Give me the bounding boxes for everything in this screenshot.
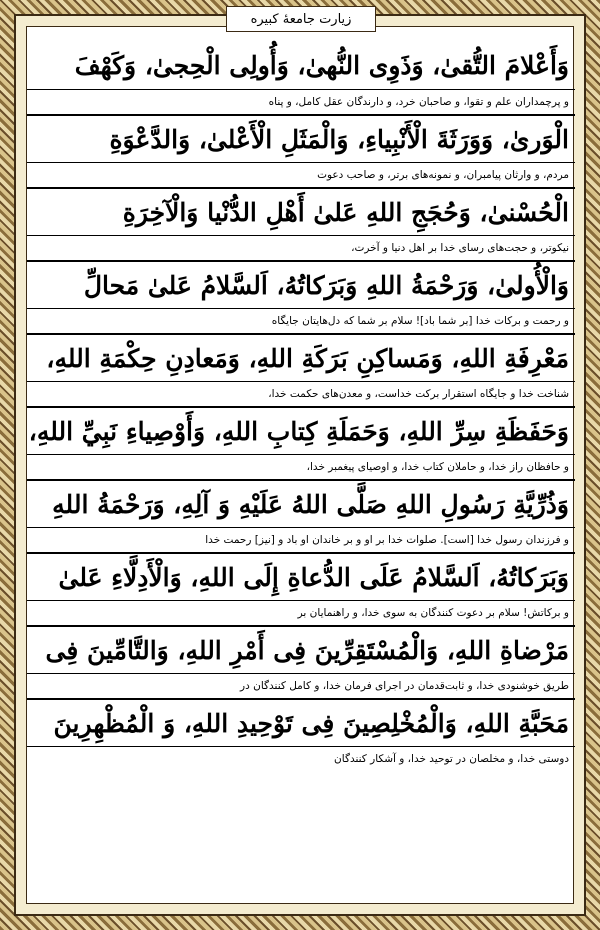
arabic-line-7: وَذُرِّيَّةِ رَسُولِ اللهِ صَلَّى اللهُ عَلَيْهِ وَ آلِهِ، وَرَحْمَةُ اللهِ [27, 479, 575, 527]
arabic-line-4: وَالْأُولىٰ، وَرَحْمَةُ اللهِ وَبَرَكاتُهُ، اَلسَّلامُ عَلىٰ مَحالِّ [27, 260, 575, 308]
persian-line-3: نیکوتر، و حجت‌های رسای خدا بر اهل دنیا و آخرت، [27, 235, 575, 260]
arabic-line-2: الْوَرىٰ، وَوَرَثَةَ الْأَنْبِياءِ، وَالْمَثَلِ الْأَعْلىٰ، وَالدَّعْوَةِ [27, 114, 575, 162]
arabic-line-10: مَحَبَّةِ اللهِ، وَالْمُخْلِصِينَ فِى تَوْحِيدِ اللهِ، وَ الْمُظْهِرِينَ [27, 698, 575, 746]
persian-line-10: دوستی خدا، و مخلصان در توحید خدا، و آشکار کنندگان [27, 746, 575, 771]
text-page [26, 26, 574, 904]
arabic-line-8: وَبَرَكاتُهُ، اَلسَّلامُ عَلَى الدُّعاةِ إِلَى اللهِ، وَالْأَدِلَّاءِ عَلىٰ [27, 552, 575, 600]
persian-line-6: و حافظان راز خدا، و حاملان کتاب خدا، و اوصیای پیغمبر خدا، [27, 454, 575, 479]
persian-line-5: شناخت خدا و جایگاه استقرار برکت خداست، و معدن‌های حکمت خدا، [27, 381, 575, 406]
page-title: زیارت جامعهٔ کبیره [226, 6, 376, 32]
arabic-line-1: وَأَعْلامَ التُّقىٰ، وَذَوِی النُّهىٰ، وَأُولِی الْحِجىٰ، وَكَهْفَ [74, 50, 569, 80]
persian-line-4: و رحمت و برکات خدا [بر شما باد]! سلام بر شما که دل‌هایتان جایگاه [27, 308, 575, 333]
persian-line-7: و فرزندان رسول خدا [است]. صلوات خدا بر او و بر خاندان او باد و [نیز] رحمت خدا [27, 527, 575, 552]
arabic-line-3: الْحُسْنىٰ، وَحُجَجِ اللهِ عَلىٰ أَهْلِ الدُّنْيا وَالْآخِرَةِ [27, 187, 575, 235]
persian-line-9: طریق خوشنودی خدا، و ثابت‌قدمان در اجرای فرمان خدا، و کامل کنندگان در [27, 673, 575, 698]
persian-line-1: و پرچمداران علم و تقوا، و صاحبان خرد، و دارندگان عقل کامل، و پناه [27, 89, 575, 114]
arabic-line-6: وَحَفَظَةِ سِرِّ اللهِ، وَحَمَلَةِ كِتابِ اللهِ، وَأَوْصِياءِ نَبِيِّ اللهِ، [27, 406, 575, 454]
persian-line-8: و برکاتش! سلام بر دعوت کنندگان به سوی خدا، و راهنمایان بر [27, 600, 575, 625]
persian-line-2: مردم، و وارثان پیامبران، و نمونه‌های برتر، و صاحب دعوت [27, 162, 575, 187]
arabic-line-5: مَعْرِفَةِ اللهِ، وَمَساكِنِ بَرَكَةِ اللهِ، وَمَعادِنِ حِكْمَةِ اللهِ، [27, 333, 575, 381]
arabic-line-9: مَرْضاةِ اللهِ، وَالْمُسْتَقِرِّينَ فِى أَمْرِ اللهِ، وَالتَّامِّينَ فِى [27, 625, 575, 673]
